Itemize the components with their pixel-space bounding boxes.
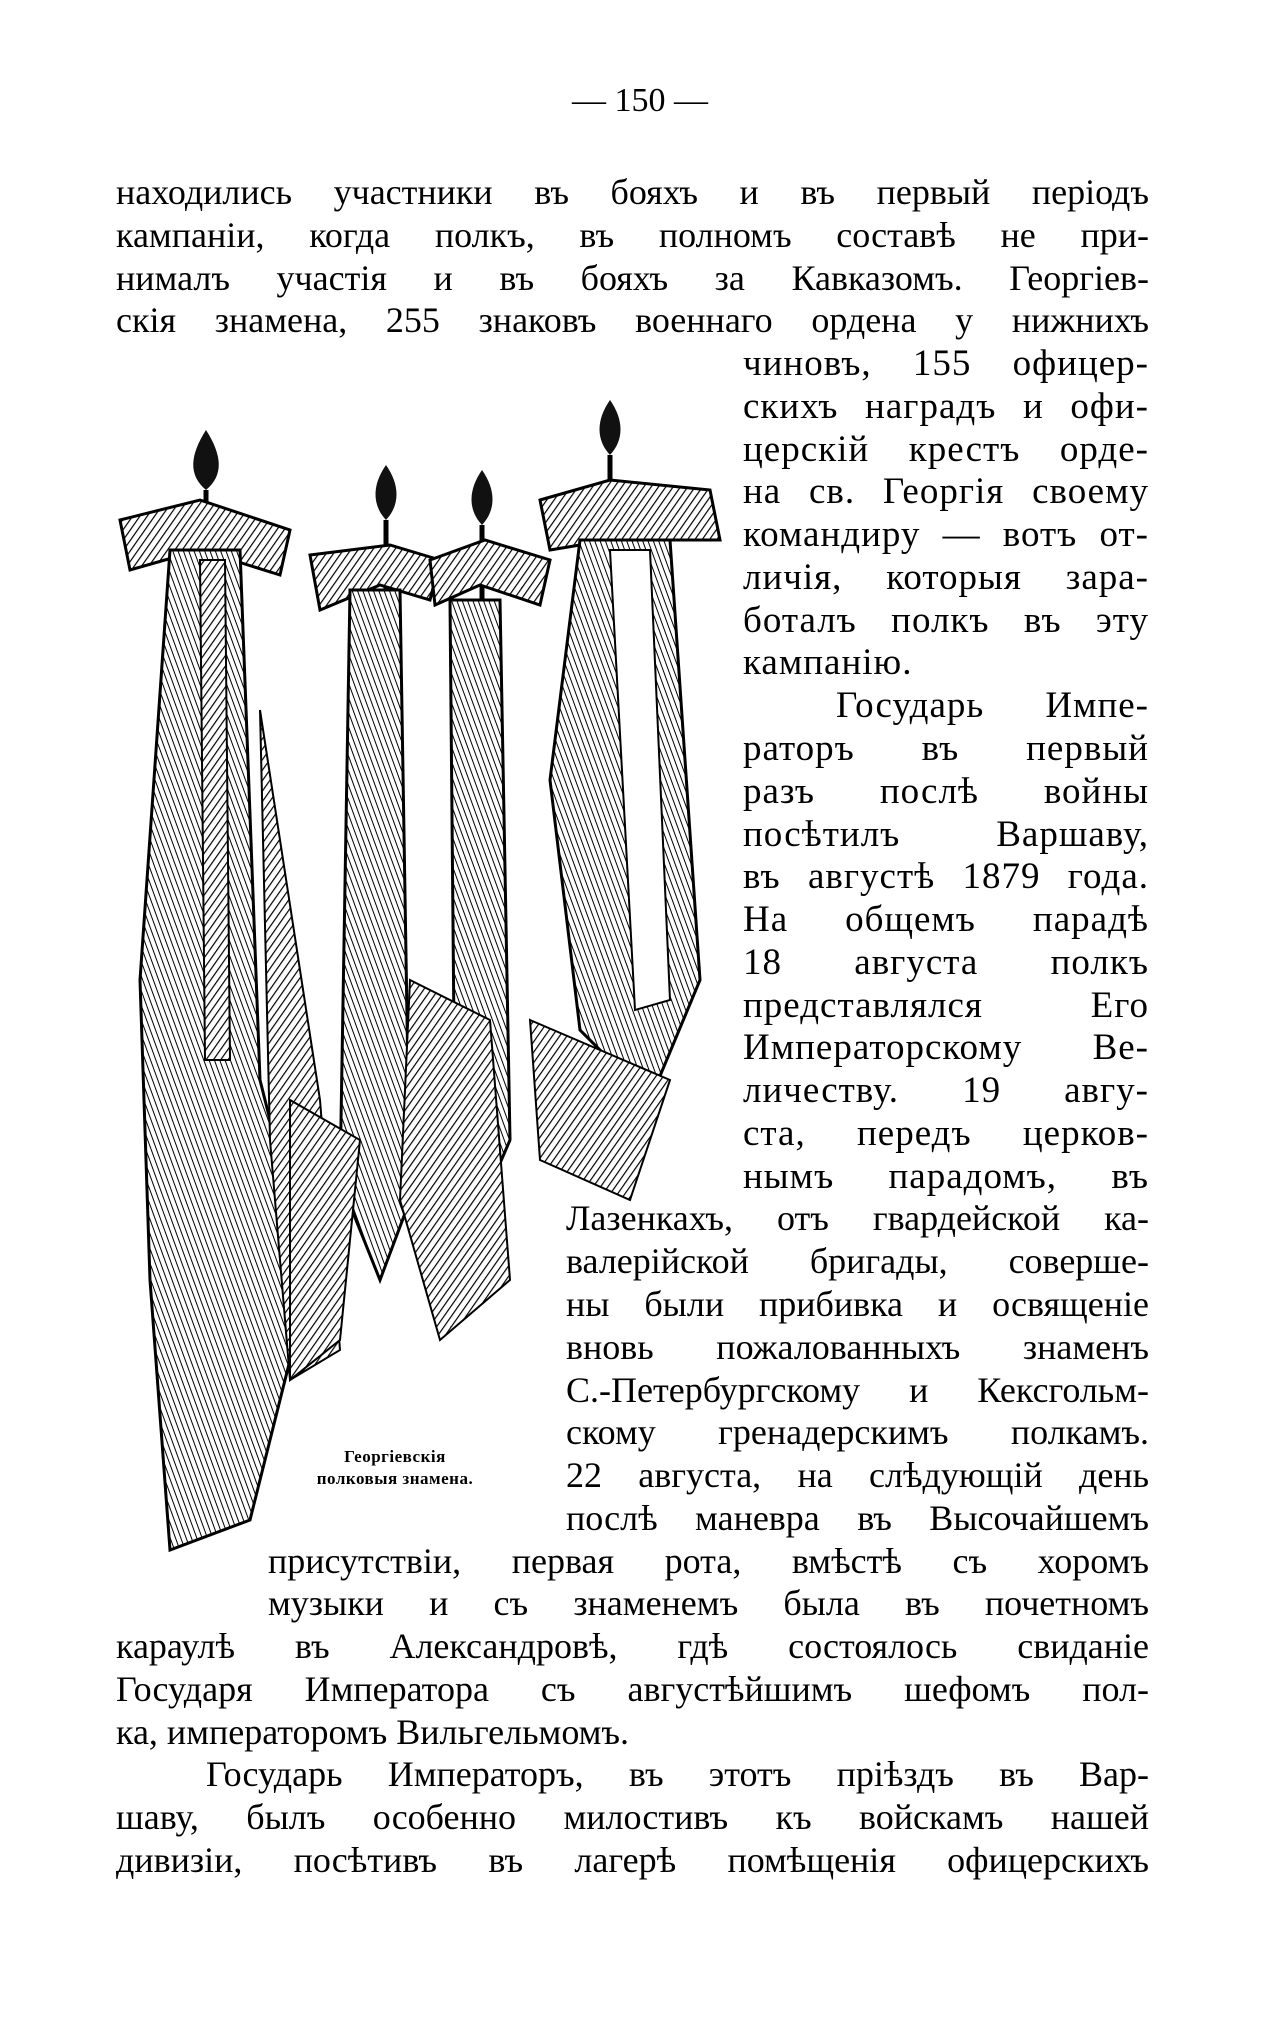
text-line: валерійской бригады, соверше- (566, 1241, 1149, 1281)
text-line: С.-Петербургскому и Кексгольм- (566, 1370, 1149, 1410)
text-line: Государь Императоръ, въ этотъ пріѣздъ въ Вар- (206, 1754, 1149, 1794)
text-line: вновь пожалованныхъ знаменъ (566, 1327, 1149, 1367)
text-line: нымъ парадомъ, въ (743, 1156, 1149, 1197)
banner-3 (400, 470, 550, 1340)
text-line: караулѣ въ Александровѣ, гдѣ состоялось свиданіе (116, 1626, 1149, 1666)
banner-1 (120, 430, 340, 1550)
text-line: присутствіи, первая рота, вмѣстѣ съ хоромъ (268, 1541, 1149, 1581)
text-line: скія знамена, 255 знаковъ военнаго ордена у нижнихъ (116, 300, 1149, 340)
text-line: находились участники въ бояхъ и въ первый періодъ (116, 172, 1149, 212)
text-line: На общемъ парадѣ (743, 899, 1149, 940)
text-line: дивизіи, посѣтивъ въ лагерѣ помѣщенія офицерскихъ (116, 1840, 1149, 1880)
text-line: церскій крестъ орде- (743, 429, 1149, 470)
text-line: скому гренадерскимъ полкамъ. (566, 1412, 1149, 1452)
figure-caption-line-1: Георгіевскія (344, 1447, 446, 1466)
text-line: раторъ въ первый (743, 728, 1149, 769)
text-line: Императорскому Ве- (743, 1027, 1149, 1068)
text-line: чиновъ, 155 офицер- (743, 343, 1149, 384)
text-line: нималъ участія и въ бояхъ за Кавказомъ. Георгіев- (116, 258, 1149, 298)
text-line: Государя Императора съ августѣйшимъ шефомъ пол- (116, 1669, 1149, 1709)
text-line: музыки и съ знаменемъ была въ почетномъ (268, 1583, 1149, 1623)
text-line: Государь Импе- (836, 685, 1149, 726)
text-line: представлялся Его (743, 985, 1149, 1026)
text-line: послѣ маневра въ Высочайшемъ (566, 1498, 1149, 1538)
banner-4 (530, 400, 720, 1200)
text-line: Лазенкахъ, отъ гвардейской ка- (566, 1198, 1149, 1238)
text-line: шаву, былъ особенно милостивъ къ войскамъ нашей (116, 1797, 1149, 1837)
text-line: на св. Георгія своему (743, 471, 1149, 512)
text-line: кампаніи, когда полкъ, въ полномъ составѣ не при- (116, 215, 1149, 255)
text-line: 22 августа, на слѣдующій день (566, 1455, 1149, 1495)
text-line: ста, передъ церков- (743, 1113, 1149, 1154)
text-line: въ августѣ 1879 года. (743, 856, 1149, 897)
text-line: боталъ полкъ въ эту (743, 600, 1149, 641)
page-number: — 150 — (572, 82, 708, 119)
text-line: разъ послѣ войны (743, 771, 1149, 812)
text-line: личія, которыя зара- (743, 557, 1149, 598)
text-line: кампанію. (743, 642, 913, 683)
text-line: 18 августа полкъ (743, 942, 1149, 983)
text-line: командиру — вотъ от- (743, 514, 1149, 555)
text-line: ка, императоромъ Вильгельмомъ. (116, 1712, 630, 1752)
text-line: ны были прибивка и освященіе (566, 1284, 1149, 1324)
text-line: посѣтилъ Варшаву, (743, 814, 1149, 855)
text-line: личеству. 19 авгу- (743, 1070, 1149, 1111)
text-line: скихъ наградъ и офи- (743, 386, 1149, 427)
figure-caption-line-2: полковыя знамена. (316, 1469, 474, 1488)
